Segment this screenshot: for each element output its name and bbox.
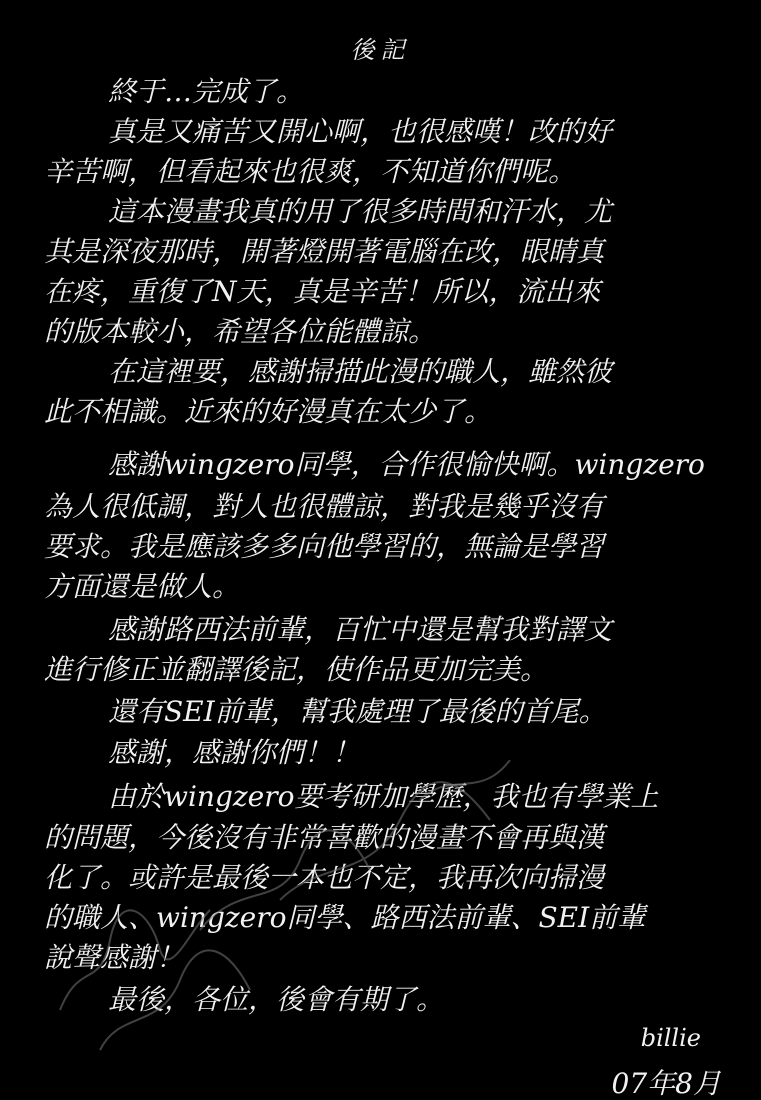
- text-line: 由於wingzero要考研加學歷，我也有學業上: [108, 780, 659, 813]
- text-line: 進行修正並翻譯後記，使作品更加完美。: [44, 653, 549, 686]
- text-line: 此不相識。近來的好漫真在太少了。: [44, 395, 493, 428]
- text-line: 化了。或許是最後一本也不定，我再次向掃漫: [44, 861, 605, 894]
- text-line: 的問題，今後沒有非常喜歡的漫畫不會再與漢: [44, 821, 605, 854]
- text-line: 這本漫畫我真的用了很多時間和汗水，尤: [108, 195, 613, 228]
- text-line: 在這裡要，感謝掃描此漫的職人，雖然彼: [108, 355, 613, 388]
- text-line: 感謝路西法前輩，百忙中還是幫我對譯文: [108, 613, 613, 646]
- page-title: 後記: [350, 36, 411, 64]
- text-line: 最後，各位，後會有期了。: [108, 983, 445, 1016]
- text-line: 辛苦啊，但看起來也很爽，不知道你們呢。: [44, 155, 577, 188]
- text-line: 為人很低調，對人也很體諒，對我是幾乎沒有: [44, 490, 605, 523]
- date: 07年8月: [611, 1067, 721, 1100]
- signature: billie: [640, 1024, 701, 1052]
- text-line: 在疼，重復了N天，真是辛苦！所以，流出來: [44, 275, 601, 308]
- text-line: 的版本較小，希望各位能體諒。: [44, 315, 437, 348]
- text-line: 說聲感謝！: [44, 941, 185, 974]
- text-line: 方面還是做人。: [44, 570, 241, 603]
- text-line: 要求。我是應該多多向他學習的，無論是學習: [44, 530, 605, 563]
- text-line: 感謝wingzero同學，合作很愉快啊。wingzero: [108, 448, 705, 481]
- text-line: 終于…完成了。: [108, 75, 305, 108]
- text-line: 還有SEI前輩，幫我處理了最後的首尾。: [108, 695, 607, 728]
- text-line: 的職人、wingzero同學、路西法前輩、SEI前輩: [44, 901, 646, 934]
- text-line: 感謝，感謝你們！！: [108, 736, 361, 769]
- text-line: 其是深夜那時，開著燈開著電腦在改，眼睛真: [44, 235, 605, 268]
- text-line: 真是又痛苦又開心啊，也很感嘆！改的好: [108, 115, 613, 148]
